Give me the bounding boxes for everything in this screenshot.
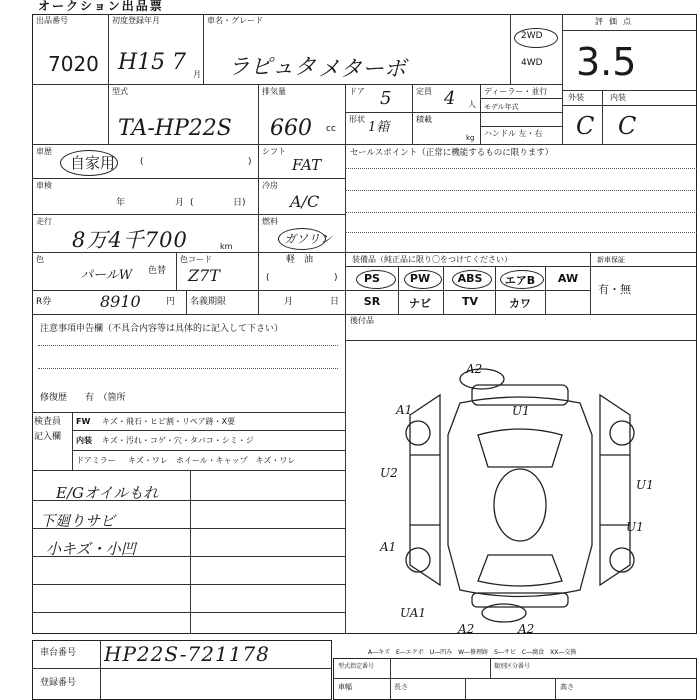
ac-value: A/C [290,192,320,211]
handle-label: ハンドル 左・右 [484,129,543,138]
usage-value: 自家用 [70,154,116,172]
interior-label: 内装 [610,93,626,102]
color-code-value: Z7T [188,266,220,285]
score-label: 評価点 [595,17,637,26]
inspector-mirror-text: キズ・ワレ ホイール・キャップ キズ・ワレ [128,456,296,465]
inspector-label-2: 記入欄 [34,432,62,442]
mark-hood-u1: U1 [512,404,530,418]
recycle-unit: 円 [166,297,176,307]
reg-number-label: 登録番号 [40,678,77,688]
mark-left-u2: U2 [380,466,398,480]
inspector-interior-text: キズ・汚れ・コゲ・穴・タバコ・シミ・ジ [102,436,254,445]
equip-abs: ABS [457,272,483,285]
mark-right-u1-a: U1 [636,478,654,492]
mark-left-rear-a1: A1 [380,540,397,554]
spec-length: 長さ [394,683,408,691]
sales-point-label: セールスポイント（正常に機能するものに限ります） [350,148,554,158]
shift-value: FAT [292,156,322,174]
usage-paren-close: ) [248,157,252,167]
equip-tv: TV [461,295,479,308]
displacement-value: 660 [270,116,312,141]
registration-expiry-month: 月 [284,297,294,307]
color-value: パールW [80,268,133,283]
usage-paren-open: ( [140,157,144,167]
equip-pw: PW [409,272,431,285]
capacity-label: 定員 [416,87,432,96]
body-style-value: 1箱 [368,120,390,135]
first-reg-month-unit: 月 [193,70,201,79]
warranty-value: 有・無 [598,283,631,296]
equip-ps: PS [364,272,380,285]
mark-front-a2: A2 [466,362,483,376]
chassis-label: 車台番号 [40,648,77,658]
inspector-mirror: ドアミラー [76,456,116,465]
fuel-label: 燃料 [262,217,278,226]
equip-airbag-circle [500,270,544,289]
damage-legend: A―キズ E―エクボ U―凹み W―修理跡 S―サビ C―腐食 XX―交換 [368,649,577,656]
displacement-unit: cc [326,124,336,134]
interior-grade: C [618,112,637,140]
equip-leather: カワ [509,297,531,310]
fuel-value: ガソリン [284,232,333,246]
first-reg-era: H15 [118,50,166,75]
dealer-label: ディーラー・並行 [484,87,548,96]
lot-label: 出品番号 [36,16,68,25]
car-damage-diagram [380,355,670,625]
lot-number: 7020 [48,52,99,76]
repair-history: 修復歴 有 （箇所 [40,393,126,403]
first-reg-label: 初度登録年月 [112,16,160,25]
body-style-label: 形状 [349,115,365,124]
capacity-value: 4 [444,88,456,109]
recycle-value: 8910 [100,292,141,311]
equip-pw-circle [404,270,442,289]
chassis-value: HP22S-721178 [104,642,270,666]
equip-airbag: エアB [504,274,536,287]
load-unit: kg [466,134,475,142]
mark-left-front-a1: A1 [396,403,413,417]
model-grade: メターボ [318,57,407,82]
inspector-fw: FW [76,417,91,426]
capacity-unit: 人 [468,100,476,109]
spec-width: 車幅 [338,683,352,691]
drive-4wd: 4WD [521,58,543,68]
score-value: 3.5 [576,40,637,84]
equipment-label: 装備品（純正品に限り〇をつけてください） [352,255,512,264]
fuel-paren-open: ( [266,273,270,283]
recycle-label: R券 [36,297,52,307]
note-line-1: E/Gオイルもれ [56,484,159,502]
inspection-paren: ( [190,198,194,208]
doors-label: ドア [349,87,365,96]
usage-label: 車歴 [36,147,52,156]
fuel-diesel: 軽 油 [286,255,314,265]
inspection-year: 年 [116,198,126,208]
equip-navi: ナビ [409,297,431,310]
equip-aw: AW [557,272,579,285]
color-code-label: 色コード [180,255,212,264]
mark-right-u1-b: U1 [626,520,644,534]
color-change-label: 色替 [148,266,167,276]
shift-label: シフト [262,147,286,156]
equip-ps-circle [356,270,396,289]
spec-height: 高さ [560,683,574,691]
load-label: 積載 [416,115,432,124]
model-name-value: ラピュタ [228,55,317,80]
model-code-value: TA-HP22S [118,116,232,141]
note-line-3: 小キズ・小凹 [46,540,136,558]
mark-rear-ua1: UA1 [400,606,427,620]
inspector-interior: 内装 [76,436,92,445]
equip-abs-circle [452,270,492,289]
model-code-label: 型式 [112,87,128,96]
warranty-label: 新車保証 [597,256,625,264]
note-line-2: 下廻りサビ [40,512,116,530]
exterior-grade: C [576,112,595,140]
mark-rear-a2-2: A2 [518,622,535,636]
inspection-day: 日) [233,198,246,208]
displacement-label: 排気量 [262,87,286,96]
inspector-label-1: 検査員 [34,417,62,427]
mileage-label: 走行 [36,217,52,226]
exterior-label: 外装 [568,93,584,102]
equip-sr: SR [363,295,381,308]
ac-label: 冷房 [262,181,278,190]
registration-expiry-day: 日 [330,297,340,307]
spec-type-number: 型式指定番号 [338,663,375,670]
mileage-unit: km [220,242,233,251]
sheet-title: オークション出品票 [38,0,164,13]
color-label: 色 [36,255,44,264]
spec-class-number: 類別区分番号 [494,663,531,670]
mark-rear-a2-1: A2 [458,622,475,636]
notes-label: 注意事項申告欄（不具合内容等は具体的に記入して下さい） [40,324,284,334]
mileage-value: 8万4千700 [72,228,188,252]
aftermarket-label: 後付品 [350,316,374,325]
inspection-month: 月 [175,198,185,208]
inspector-fw-text: キズ・飛石・ヒビ割・リペア跡・X要 [102,417,236,426]
doors-value: 5 [380,88,392,109]
model-year-label: モデル年式 [484,103,519,111]
fuel-paren-close: ) [334,273,338,283]
registration-expiry-label: 名義期限 [190,297,227,307]
drive-2wd: 2WD [521,31,543,41]
model-name-label: 車名・グレード [207,16,263,25]
first-reg-month: 7 [172,50,186,75]
inspection-label: 車検 [36,181,52,190]
